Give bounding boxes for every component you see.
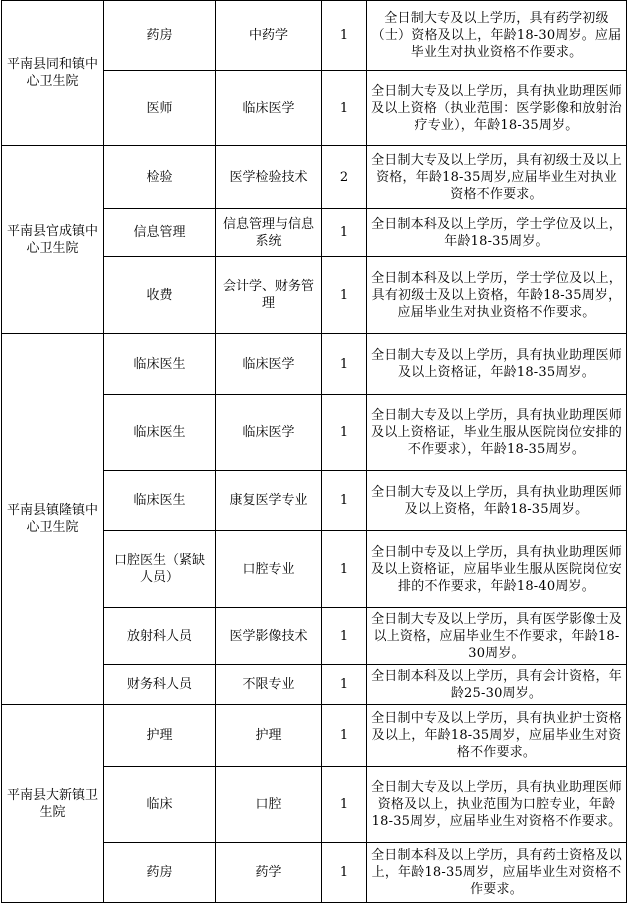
position-cell: 检验 (104, 146, 216, 209)
count-cell: 1 (322, 767, 367, 843)
requirement-cell: 全日制大专及以上学历，具有药学初级（士）资格及以上，年龄18-30周岁。应届毕业生对执业资格不作要求。 (367, 1, 627, 71)
major-cell: 口腔专业 (216, 531, 322, 608)
major-cell: 临床医学 (216, 71, 322, 146)
count-cell: 2 (322, 146, 367, 209)
position-cell: 信息管理 (104, 209, 216, 257)
count-cell: 1 (322, 71, 367, 146)
count-cell: 1 (322, 257, 367, 334)
unit-name: 平南县大新镇卫生院 (2, 705, 104, 903)
position-cell: 收费 (104, 257, 216, 334)
requirement-cell: 全日制大专及以上学历，具有执业助理医师及以上资格证，毕业生服从医院岗位安排的不作要求），年龄18-35周岁。 (367, 395, 627, 471)
requirement-cell: 全日制本科及以上学历，具有会计资格，年龄25-30周岁。 (367, 665, 627, 705)
count-cell: 1 (322, 471, 367, 531)
requirement-cell: 全日制大专及以上学历，具有执业助理医师及以上资格，年龄18-35周岁。 (367, 471, 627, 531)
count-cell: 1 (322, 608, 367, 665)
table-row (2, 1, 627, 71)
position-cell: 临床医生 (104, 471, 216, 531)
count-cell: 1 (322, 1, 367, 71)
unit-name: 平南县官成镇中心卫生院 (2, 146, 104, 334)
major-cell: 不限专业 (216, 665, 322, 705)
count-cell: 1 (322, 334, 367, 395)
requirement-cell: 全日制本科及以上学历，学士学位及以上，年龄18-35周岁。 (367, 209, 627, 257)
count-cell: 1 (322, 705, 367, 767)
major-cell: 药学 (216, 843, 322, 903)
major-cell: 口腔 (216, 767, 322, 843)
major-cell: 医学检验技术 (216, 146, 322, 209)
recruitment-table (1, 0, 627, 903)
major-cell: 会计学、财务管理 (216, 257, 322, 334)
position-cell: 临床 (104, 767, 216, 843)
position-cell: 临床医生 (104, 334, 216, 395)
count-cell: 1 (322, 395, 367, 471)
position-cell: 临床医生 (104, 395, 216, 471)
position-cell: 财务科人员 (104, 665, 216, 705)
unit-name: 平南县同和镇中心卫生院 (2, 1, 104, 146)
major-cell: 中药学 (216, 1, 322, 71)
requirement-cell: 全日制中专及以上学历，具有执业助理医师及以上资格证，应届毕业生服从医院岗位安排的不作要求，年龄18-40周岁。 (367, 531, 627, 608)
major-cell: 康复医学专业 (216, 471, 322, 531)
major-cell: 临床医学 (216, 395, 322, 471)
unit-name: 平南县镇隆镇中心卫生院 (2, 334, 104, 705)
major-cell: 医学影像技术 (216, 608, 322, 665)
table-row (2, 146, 627, 209)
major-cell: 信息管理与信息系统 (216, 209, 322, 257)
requirement-cell: 全日制本科及以上学历，具有药士资格及以上，年龄18-35周岁，应届毕业生对资格不作要求。 (367, 843, 627, 903)
count-cell: 1 (322, 209, 367, 257)
table-row (2, 705, 627, 767)
count-cell: 1 (322, 843, 367, 903)
requirement-cell: 全日制中专及以上学历，具有执业护士资格及以上，年龄18-35周岁，应届毕业生对资格不作要求。 (367, 705, 627, 767)
count-cell: 1 (322, 665, 367, 705)
count-cell: 1 (322, 531, 367, 608)
position-cell: 放射科人员 (104, 608, 216, 665)
position-cell: 药房 (104, 1, 216, 71)
position-cell: 口腔医生（紧缺人员） (104, 531, 216, 608)
major-cell: 护理 (216, 705, 322, 767)
requirement-cell: 全日制大专及以上学历，具有执业助理医师及以上资格（执业范围：医学影像和放射治疗专业），年龄18-35周岁。 (367, 71, 627, 146)
requirement-cell: 全日制本科及以上学历，学士学位及以上，具有初级士及以上资格，年龄18-35周岁，应届毕业生对执业资格不作要求。 (367, 257, 627, 334)
requirement-cell: 全日制大专及以上学历，具有医学影像士及以上资格，应届毕业生不作要求，年龄18-30周岁。 (367, 608, 627, 665)
table-row (2, 334, 627, 395)
position-cell: 药房 (104, 843, 216, 903)
position-cell: 医师 (104, 71, 216, 146)
position-cell: 护理 (104, 705, 216, 767)
major-cell: 临床医学 (216, 334, 322, 395)
requirement-cell: 全日制大专及以上学历，具有执业助理医师资格及以上，执业范围为口腔专业，年龄18-35周岁，应届毕业生对资格不作要求。 (367, 767, 627, 843)
requirement-cell: 全日制大专及以上学历，具有执业助理医师及以上资格证，年龄18-35周岁。 (367, 334, 627, 395)
requirement-cell: 全日制大专及以上学历，具有初级士及以上资格，年龄18-35周岁,应届毕业生对执业资格不作要求。 (367, 146, 627, 209)
